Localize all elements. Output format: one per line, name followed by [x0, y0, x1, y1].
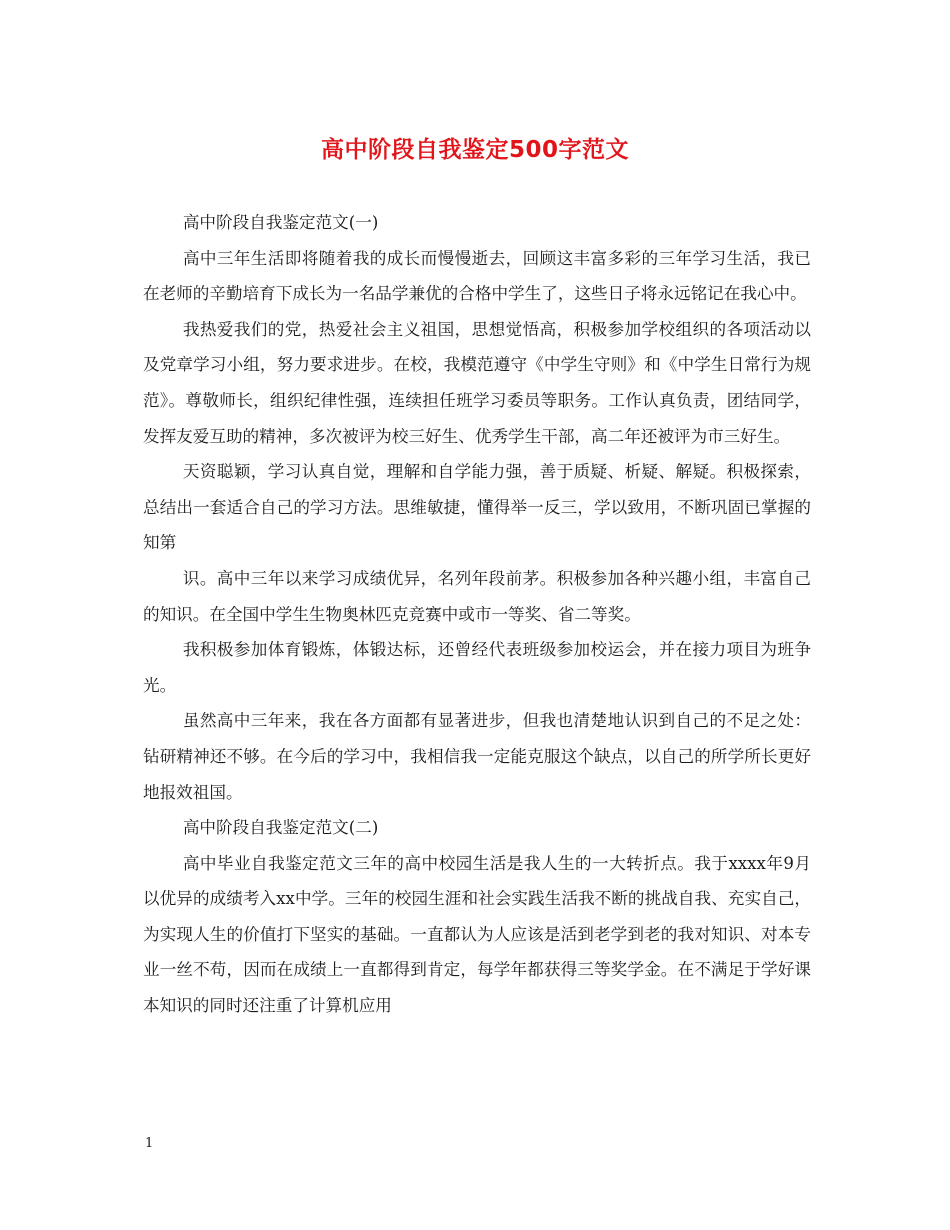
document-body	[143, 205, 811, 1024]
section-heading-2: 高中阶段自我鉴定范文(二)	[182, 818, 379, 838]
paragraph: 天资聪颖，学习认真自觉，理解和自学能力强，善于质疑、析疑、解疑。积极探索，总结出一套适合自己的学习方法。思维敏捷，懂得举一反三，学以致用，不断巩固已掌握的知第	[143, 462, 811, 553]
paragraph: 我积极参加体育锻炼，体锻达标，还曾经代表班级参加校运会，并在接力项目为班争光。	[143, 640, 811, 695]
paragraph: 识。高中三年以来学习成绩优异，名列年段前茅。积极参加各种兴趣小组，丰富自己的知识。在全国中学生生物奥林匹克竞赛中或市一等奖、省二等奖。	[143, 568, 811, 624]
page-number: 1	[145, 1136, 154, 1151]
document-title: 高中阶段自我鉴定500字范文	[320, 137, 629, 163]
paragraph: 虽然高中三年来，我在各方面都有显著进步，但我也清楚地认识到自己的不足之处：钻研精神还不够。在今后的学习中，我相信我一定能克服这个缺点，以自己的所学所长更好地报效祖国。	[143, 711, 811, 802]
paragraph: 我热爱我们的党，热爱社会主义祖国，思想觉悟高，积极参加学校组织的各项活动以及党章学习小组，努力要求进步。在校，我模范遵守《中学生守则》和《中学生日常行为规范》。尊敬师长，组织纪律性强，连续担任班学习委员等职务。工作认真负责，团结同学，发挥友爱互助的精神，多次被评为校三好生、优秀学生干部，高二年还被评为市三好生。	[143, 319, 811, 446]
paragraph: 高中毕业自我鉴定范文三年的高中校园生活是我人生的一大转折点。我于xxxx年9月以优异的成绩考入xx中学。三年的校园生涯和社会实践生活我不断的挑战自我、充实自己，为实现人生的价值打下坚实的基础。一直都认为人应该是活到老学到老的我对知识、对本专业一丝不苟，因而在成绩上一直都得到肯定，每学年都获得三等奖学金。在不满足于学好课本知识的同时还注重了计算机应用	[143, 853, 811, 1016]
paragraph: 高中三年生活即将随着我的成长而慢慢逝去，回顾这丰富多彩的三年学习生活，我已在老师的辛勤培育下成长为一名品学兼优的合格中学生了，这些日子将永远铭记在我心中。	[143, 248, 811, 304]
section-heading-1: 高中阶段自我鉴定范文(一)	[182, 213, 379, 232]
